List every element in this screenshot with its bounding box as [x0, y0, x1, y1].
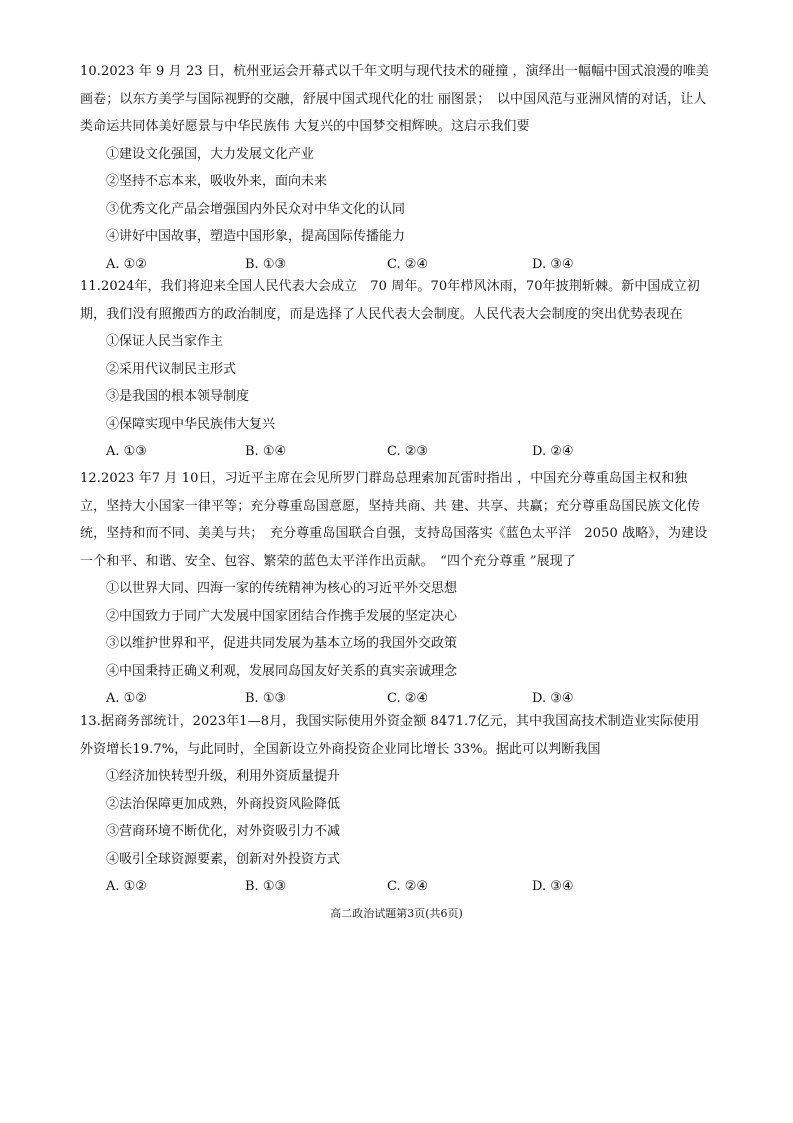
- choice-b: B. ①③: [245, 691, 287, 706]
- choice-d: D. ③④: [532, 879, 574, 894]
- question-13: [80, 708, 710, 901]
- option-statement: ④讲好中国故事，塑造中国形象，提高国际传播能力: [106, 229, 406, 244]
- choice-a: A. ①②: [106, 879, 147, 894]
- question-stem: 10.2023 年 9 月 23 日，杭州亚运会开幕式以千年文明与现代技术的碰撞 ，演绎出一幅幅中国式浪漫的唯美画卷；以东方美学与国际视野的交融，舒展中国式现代化的壮 丽图景； 以中国风范与亚洲风情的对话，让人类命运共同体美好愿景与中华民族伟 大复兴的中国梦交相辉映。这启示我们要: [80, 64, 709, 134]
- option-statement: ②法治保障更加成熟，外商投资风险降低: [106, 796, 341, 812]
- option-statement: ①以世界大同、四海一家的传统精神为核心的习近平外交思想: [106, 581, 458, 596]
- option-statement: ④吸引全球资源要素，创新对外投资方式: [106, 851, 341, 867]
- option-statement: ②采用代议制民主形式: [106, 361, 237, 377]
- choice-b: B. ①③: [245, 256, 287, 272]
- choice-d: D. ③④: [532, 691, 574, 706]
- choice-d: D. ②④: [532, 444, 574, 459]
- choice-b: B. ①③: [245, 879, 287, 894]
- question-10: [80, 58, 710, 278]
- question-stem: 11.2024年，我们将迎来全国人民代表大会成立 70 周年。70年栉风沐雨，70年披荆斩棘。新中国成立初期，我们没有照搬西方的政治制度，而是选择了人民代表大会制度。人民代表大会制度的突出优势表现在: [80, 279, 700, 322]
- option-statement: ③是我国的根本领导制度: [106, 389, 250, 404]
- answer-choices: [80, 873, 710, 901]
- option-statement: ②坚持不忘本来，吸收外来，面向未来: [106, 174, 328, 189]
- choice-d: D. ③④: [532, 256, 574, 272]
- option-statement: ①保证人民当家作主: [106, 334, 224, 349]
- option-statement: ③优秀文化产品会增强国内外民众对中华文化的认同: [106, 201, 406, 217]
- question-stem: 13.据商务部统计，2023年1—8月，我国实际使用外资金额 8471.7亿元，其中我国高技术制造业实际使用外资增长19.7%，与此同时，全国新设立外商投资企业同比增长 33%。据此可以判断我国: [80, 714, 700, 757]
- question-12: [80, 465, 710, 713]
- choice-c: C. ②④: [387, 256, 429, 272]
- option-statement: ①经济加快转型升级，利用外资质量提升: [106, 769, 341, 784]
- option-statement: ④中国秉持正确义利观，发展同岛国友好关系的真实亲诚理念: [106, 663, 458, 679]
- question-stem: 12.2023 年7 月 10日，习近平主席在会见所罗门群岛总理索加瓦雷时指出 ，中国充分尊重岛国主权和独立，坚持大小国家一律平等；充分尊重岛国意愿，坚持共商、共 建、共享、共赢；充分尊重岛国民族文化传统，坚持和而不同、美美与共； 充分尊重岛国联合自强，支持岛国落实《蓝色太平洋 2050 战略》，为建设一个和平、和谐、安全、包容、繁荣的蓝色太平洋作出贡献。 “四个充分尊重 ”展现了: [80, 471, 708, 569]
- question-11: [80, 273, 710, 466]
- option-statement: ③以维护世界和平，促进共同发展为基本立场的我国外交政策: [106, 636, 458, 651]
- choice-c: C. ②④: [387, 691, 429, 706]
- choice-a: A. ①②: [106, 256, 147, 272]
- option-statement: ③营商环境不断优化，对外资吸引力不减: [106, 824, 341, 839]
- option-statement: ①建设文化强国，大力发展文化产业: [106, 146, 315, 162]
- page-footer: 高二政治试题第3页(共6页): [330, 907, 463, 920]
- option-statement: ②中国致力于同广大发展中国家团结合作携手发展的坚定决心: [106, 608, 458, 624]
- choice-a: A. ①③: [106, 444, 147, 459]
- choice-b: B. ①④: [245, 444, 287, 459]
- choice-c: C. ②③: [387, 444, 429, 459]
- option-statement: ④保障实现中华民族伟大复兴: [106, 416, 276, 432]
- answer-choices: [80, 438, 710, 466]
- choice-a: A. ①②: [106, 691, 147, 706]
- choice-c: C. ②④: [387, 879, 429, 894]
